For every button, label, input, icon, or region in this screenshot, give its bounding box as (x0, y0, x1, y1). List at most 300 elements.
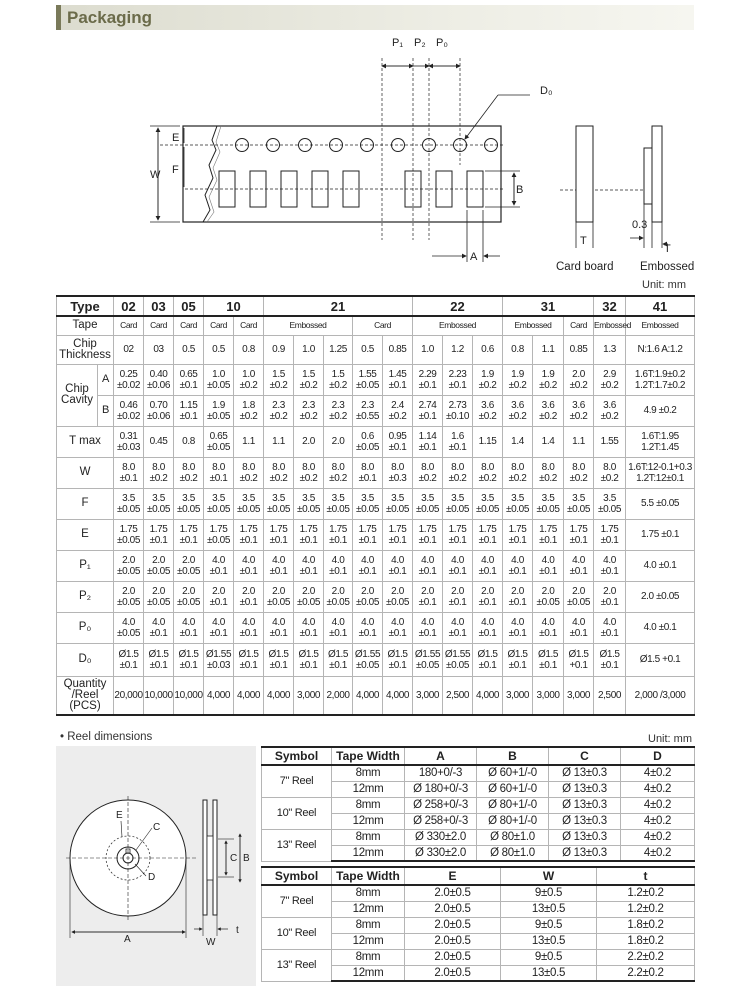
spec-cell: 4.0 ±0.1 (353, 550, 383, 581)
spec-cell: 1.6T:1.95 1.2T:1.45 (626, 426, 695, 457)
reel-cell: 9±0.5 (501, 917, 597, 933)
row-label: Quantity /Reel (PCS) (57, 676, 114, 715)
spec-cell: 4.0 ±0.1 (413, 612, 443, 643)
spec-cell: Ø1.5 ±0.1 (473, 643, 503, 676)
reel-cell: Ø 258+0/-3 (405, 813, 477, 829)
reel-cell: 4±0.2 (621, 781, 695, 797)
spec-cell: Ø1.5 ±0.1 (594, 643, 626, 676)
spec-cell: 4.0 ±0.1 (204, 612, 234, 643)
spec-cell: 0.5 (174, 335, 204, 364)
row-sublabel: B (98, 395, 114, 426)
reel-row (262, 949, 695, 965)
spec-cell: 4.0 ±0.1 (383, 612, 413, 643)
spec-cell: 4.0 ±0.1 (144, 612, 174, 643)
type-label: Type (57, 296, 114, 316)
spec-cell: 1.9 ±0.2 (503, 364, 533, 395)
w-label: W (150, 169, 161, 181)
spec-cell: 3.5 ±0.05 (204, 488, 234, 519)
spec-cell: 1.1 (264, 426, 294, 457)
spec-cell: 1.75 ±0.1 (594, 519, 626, 550)
spec-cell: 4.0 ±0.1 (413, 550, 443, 581)
spec-cell: 1.8 ±0.2 (234, 395, 264, 426)
spec-cell: 1.5 ±0.2 (264, 364, 294, 395)
tape-cell: Card (234, 316, 264, 335)
spec-cell: 1.75 ±0.1 (264, 519, 294, 550)
reel-cell: 12mm (332, 933, 405, 949)
section-title: Packaging (67, 7, 153, 27)
reel-symbol: 13" Reel (262, 949, 332, 981)
spec-cell: 1.75 ±0.1 (413, 519, 443, 550)
spec-cell: 4.0 ±0.1 (564, 612, 594, 643)
spec-cell: 3.5 ±0.05 (174, 488, 204, 519)
spec-cell: 2.0 ±0.05 (114, 550, 144, 581)
spec-cell: 1.5 ±0.2 (294, 364, 324, 395)
spec-cell: 2.29 ±0.1 (413, 364, 443, 395)
reel-cell: 13±0.5 (501, 933, 597, 949)
type-header: 21 (264, 296, 413, 316)
spec-cell: 1.15 ±0.1 (174, 395, 204, 426)
reel-header-row (262, 747, 695, 765)
card-board-t-label: T (580, 235, 587, 247)
spec-cell: 0.8 (503, 335, 533, 364)
reel-t-label: t (236, 925, 239, 936)
spec-cell: 2.0 ±0.1 (234, 581, 264, 612)
spec-row (57, 612, 695, 643)
spec-cell: 2.0 ±0.1 (443, 581, 473, 612)
reel-cell: 4±0.2 (621, 797, 695, 813)
tape-cell: Card (144, 316, 174, 335)
reel-cell: 4±0.2 (621, 845, 695, 861)
spec-cell: 4.0 ±0.1 (264, 612, 294, 643)
spec-cell: 1.75 ±0.1 (324, 519, 353, 550)
reel-header: E (405, 867, 501, 885)
reel-cell: 8mm (332, 829, 405, 845)
row-label: W (57, 457, 114, 488)
reel-row (262, 829, 695, 845)
spec-cell: 0.46 ±0.02 (114, 395, 144, 426)
reel-cell: 180+0/-3 (405, 765, 477, 781)
p0-label: P₀ (436, 37, 448, 49)
spec-cell: 8.0 ±0.1 (204, 457, 234, 488)
spec-cell: 2.3 ±0.2 (294, 395, 324, 426)
type-header: 31 (503, 296, 594, 316)
reel-cell: Ø 180+0/-3 (405, 781, 477, 797)
spec-cell: 3,000 (564, 676, 594, 715)
type-header: 05 (174, 296, 204, 316)
spec-cell: 2.3 ±0.2 (324, 395, 353, 426)
spec-cell: 3.5 ±0.05 (234, 488, 264, 519)
row-label: F (57, 488, 114, 519)
reel-cell: 13±0.5 (501, 901, 597, 917)
reel-cell: Ø 258+0/-3 (405, 797, 477, 813)
spec-cell: 8.0 ±0.2 (594, 457, 626, 488)
spec-cell: 2,000 /3,000 (626, 676, 695, 715)
spec-cell: 4,000 (353, 676, 383, 715)
reel-cell: 8mm (332, 885, 405, 901)
row-label: P₂ (57, 581, 114, 612)
e-label: E (172, 132, 180, 144)
spec-cell: Ø1.5 ±0.1 (144, 643, 174, 676)
reel-cell: 8mm (332, 797, 405, 813)
spec-cell: 1.1 (533, 335, 564, 364)
spec-cell: 1.75 ±0.1 (626, 519, 695, 550)
spec-cell: 1.75 ±0.05 (204, 519, 234, 550)
spec-cell: Ø1.55 ±0.05 (353, 643, 383, 676)
spec-cell: 0.45 (144, 426, 174, 457)
spec-cell: 1.4 (503, 426, 533, 457)
spec-row (57, 426, 695, 457)
spec-cell: 4.0 ±0.1 (443, 612, 473, 643)
reel-symbol: 10" Reel (262, 917, 332, 949)
spec-cell: 0.70 ±0.06 (144, 395, 174, 426)
spec-cell: 4.0 ±0.1 (473, 550, 503, 581)
spec-cell: 4.0 ±0.1 (503, 612, 533, 643)
reel-cell: Ø 80+1/-0 (477, 797, 549, 813)
reel-symbol: 7" Reel (262, 765, 332, 797)
reel-cell: 4±0.2 (621, 765, 695, 781)
spec-cell: 2.23 ±0.1 (443, 364, 473, 395)
reel-cell: 1.8±0.2 (597, 933, 695, 949)
spec-cell: 4,000 (204, 676, 234, 715)
tape-cell: Embossed (413, 316, 503, 335)
reel-symbol: 7" Reel (262, 885, 332, 917)
spec-cell: 4.0 ±0.1 (473, 612, 503, 643)
reel-cell: 2.2±0.2 (597, 965, 695, 981)
spec-cell: Ø1.5 ±0.1 (174, 643, 204, 676)
row-label: P₀ (57, 612, 114, 643)
reel-cell: Ø 330±2.0 (405, 829, 477, 845)
reel-cell: 8mm (332, 949, 405, 965)
section-header (56, 5, 694, 30)
spec-cell: 1.5 ±0.2 (324, 364, 353, 395)
row-sublabel: A (98, 364, 114, 395)
reel-cell: 1.8±0.2 (597, 917, 695, 933)
spec-cell: 4,000 (234, 676, 264, 715)
spec-row (57, 519, 695, 550)
spec-cell: 1.75 ±0.1 (383, 519, 413, 550)
p2-label: P₂ (414, 37, 426, 49)
reel-table-dimensions (261, 746, 695, 862)
tape-cell: Card (204, 316, 234, 335)
spec-cell: 0.8 (234, 335, 264, 364)
reel-side-view (203, 800, 207, 915)
reel-cell: Ø 60+1/-0 (477, 765, 549, 781)
p1-label: P₁ (392, 37, 404, 49)
diagram-unit: Unit: mm (642, 279, 686, 291)
spec-cell: 1.75 ±0.1 (443, 519, 473, 550)
spec-cell: 1.3 (594, 335, 626, 364)
spec-cell: 1.45 ±0.1 (383, 364, 413, 395)
spec-cell: 2.0 ±0.05 (383, 581, 413, 612)
spec-cell: 1.0 (294, 335, 324, 364)
spec-cell: 20,000 (114, 676, 144, 715)
card-board-side-view (576, 126, 593, 222)
spec-cell: Ø1.55 ±0.05 (413, 643, 443, 676)
spec-cell: 4.0 ±0.1 (353, 612, 383, 643)
reel-figure (56, 746, 256, 986)
spec-cell: 4.0 ±0.1 (594, 550, 626, 581)
reel-dimensions-title: • Reel dimensions (60, 731, 153, 743)
spec-cell: 1.75 ±0.1 (503, 519, 533, 550)
spec-row (57, 550, 695, 581)
spec-cell: 5.5 ±0.05 (626, 488, 695, 519)
packaging-spec-table (56, 295, 695, 716)
f-label: F (172, 164, 179, 176)
spec-cell: 3.6 ±0.2 (503, 395, 533, 426)
reel-cell: 9±0.5 (501, 949, 597, 965)
spec-cell: 2.0 ±0.05 (174, 550, 204, 581)
spec-cell: 1.75 ±0.1 (174, 519, 204, 550)
spec-cell: 4.0 ±0.1 (564, 550, 594, 581)
spec-cell: 4.0 ±0.1 (294, 550, 324, 581)
reel-c-label: C (153, 822, 161, 833)
spec-cell: 4.0 ±0.1 (294, 612, 324, 643)
spec-cell: 1.9 ±0.2 (533, 364, 564, 395)
reel-cell: Ø 80±1.0 (477, 845, 549, 861)
type-header: 10 (204, 296, 264, 316)
spec-cell: 0.31 ±0.03 (114, 426, 144, 457)
reel-header: Symbol (262, 867, 332, 885)
spec-cell: 2.0 ±0.05 (114, 581, 144, 612)
spec-cell: 4,000 (383, 676, 413, 715)
spec-cell: 3,000 (294, 676, 324, 715)
row-label: E (57, 519, 114, 550)
reel-cell: 12mm (332, 845, 405, 861)
spec-cell: 3.6 ±0.2 (473, 395, 503, 426)
spec-row (57, 581, 695, 612)
spec-cell: 1.6T:1.9±0.2 1.2T:1.7±0.2 (626, 364, 695, 395)
spec-cell: 0.85 (564, 335, 594, 364)
spec-cell: Ø1.5 ±0.1 (114, 643, 144, 676)
reel-cell: Ø 330±2.0 (405, 845, 477, 861)
tape-cell: Card (564, 316, 594, 335)
reel-cell: 2.0±0.5 (405, 917, 501, 933)
spec-cell: 2.0 ±0.1 (594, 581, 626, 612)
spec-cell: 3.5 ±0.05 (294, 488, 324, 519)
reel-cell: Ø 13±0.3 (549, 797, 621, 813)
spec-cell: 03 (144, 335, 174, 364)
spec-cell: Ø1.5 ±0.1 (264, 643, 294, 676)
spec-cell: Ø1.5 ±0.1 (234, 643, 264, 676)
spec-cell: 1.75 ±0.1 (564, 519, 594, 550)
spec-cell: 8.0 ±0.2 (294, 457, 324, 488)
type-row (57, 296, 695, 316)
reel-row (262, 765, 695, 781)
reel-drawing (56, 746, 256, 986)
spec-cell: 3.5 ±0.05 (473, 488, 503, 519)
spec-cell: 1.75 ±0.1 (294, 519, 324, 550)
reel-header: Tape Width (332, 747, 405, 765)
spec-cell: 1.6 ±0.1 (443, 426, 473, 457)
reel-symbol: 13" Reel (262, 829, 332, 861)
embossed-t-label: T (664, 243, 671, 255)
tape-cell: Card (114, 316, 144, 335)
reel-cell: 9±0.5 (501, 885, 597, 901)
reel-cell: 12mm (332, 901, 405, 917)
spec-cell: 8.0 ±0.2 (174, 457, 204, 488)
spec-cell: 8.0 ±0.2 (324, 457, 353, 488)
row-label: Chip Cavity (57, 364, 98, 426)
reel-cell: Ø 13±0.3 (549, 829, 621, 845)
reel-header-row (262, 867, 695, 885)
reel-table-thickness (261, 866, 695, 982)
spec-cell: 0.8 (174, 426, 204, 457)
reel-b-label: B (243, 853, 250, 864)
reel-row (262, 917, 695, 933)
spec-cell: 1.75 ±0.1 (144, 519, 174, 550)
type-header: 32 (594, 296, 626, 316)
tape-diagram (0, 30, 750, 292)
spec-cell: 4.0 ±0.1 (264, 550, 294, 581)
spec-cell: 1.1 (564, 426, 594, 457)
spec-cell: 3.5 ±0.05 (443, 488, 473, 519)
spec-cell: 3,000 (533, 676, 564, 715)
spec-cell: 3.5 ±0.05 (533, 488, 564, 519)
spec-row (57, 676, 695, 715)
reel-cell: 2.0±0.5 (405, 933, 501, 949)
tape-cell: Embossed (594, 316, 626, 335)
spec-cell: 0.65 ±0.05 (204, 426, 234, 457)
spec-cell: 8.0 ±0.2 (503, 457, 533, 488)
spec-cell: 3.5 ±0.05 (353, 488, 383, 519)
spec-cell: 0.95 ±0.1 (383, 426, 413, 457)
tape-cell: Embossed (503, 316, 564, 335)
reel-cell: 12mm (332, 781, 405, 797)
spec-cell: 8.0 ±0.1 (114, 457, 144, 488)
spec-cell: 2.4 ±0.2 (383, 395, 413, 426)
type-header: 41 (626, 296, 695, 316)
spec-cell: 2.0 (294, 426, 324, 457)
reel-cell: 1.2±0.2 (597, 901, 695, 917)
spec-cell: Ø1.5 ±0.1 (503, 643, 533, 676)
spec-cell: 2.3 ±0.2 (264, 395, 294, 426)
reel-header: C (549, 747, 621, 765)
spec-cell: 4,000 (264, 676, 294, 715)
spec-cell: 3.6 ±0.2 (564, 395, 594, 426)
spec-cell: 02 (114, 335, 144, 364)
reel-cell: Ø 13±0.3 (549, 845, 621, 861)
tape-cell: Card (174, 316, 204, 335)
spec-cell: 1.75 ±0.1 (533, 519, 564, 550)
spec-cell: 4.0 ±0.1 (503, 550, 533, 581)
reel-cell: 13±0.5 (501, 965, 597, 981)
spec-row (57, 364, 695, 395)
spec-cell: 2.0 ±0.1 (473, 581, 503, 612)
spec-cell: 2.0 ±0.05 (564, 581, 594, 612)
spec-cell: 2.0 ±0.05 (174, 581, 204, 612)
spec-cell: 0.40 ±0.06 (144, 364, 174, 395)
reel-header: W (501, 867, 597, 885)
spec-cell: 4.9 ±0.2 (626, 395, 695, 426)
spec-cell: 4.0 ±0.1 (324, 550, 353, 581)
spec-cell: 2.0 ±0.05 (533, 581, 564, 612)
reel-a-label: A (124, 934, 131, 945)
spec-cell: 0.6 ±0.05 (353, 426, 383, 457)
reel-header: t (597, 867, 695, 885)
spec-cell: 2.0 ±0.1 (204, 581, 234, 612)
spec-cell: 10,000 (144, 676, 174, 715)
reel-header: A (405, 747, 477, 765)
spec-cell: 1.15 (473, 426, 503, 457)
spec-cell: 10,000 (174, 676, 204, 715)
tape-row (57, 316, 695, 335)
spec-cell: Ø1.5 +0.1 (626, 643, 695, 676)
spec-cell: 8.0 ±0.2 (443, 457, 473, 488)
reel-cell: 2.0±0.5 (405, 885, 501, 901)
spec-cell: 8.0 ±0.2 (413, 457, 443, 488)
spec-cell: 2.0 ±0.05 (144, 550, 174, 581)
spec-cell: Ø1.5 ±0.1 (324, 643, 353, 676)
spec-cell: 1.1 (234, 426, 264, 457)
spec-cell: 1.55 (594, 426, 626, 457)
spec-cell: 2.3 ±0.55 (353, 395, 383, 426)
spec-cell: 8.0 ±0.2 (533, 457, 564, 488)
spec-cell: 4.0 ±0.1 (626, 612, 695, 643)
reel-cell: 1.2±0.2 (597, 885, 695, 901)
spec-cell: 4.0 ±0.1 (234, 550, 264, 581)
row-label: T max (57, 426, 114, 457)
spec-cell: 4.0 ±0.1 (383, 550, 413, 581)
reel-header: D (621, 747, 695, 765)
spec-cell: 2.0 ±0.1 (413, 581, 443, 612)
spec-cell: 2.73 ±0.10 (443, 395, 473, 426)
spec-cell: 1.9 ±0.05 (204, 395, 234, 426)
reel-cell: Ø 80±1.0 (477, 829, 549, 845)
spec-row (57, 643, 695, 676)
reel-cell: Ø 13±0.3 (549, 813, 621, 829)
reel-cell: 4±0.2 (621, 813, 695, 829)
reel-header: Symbol (262, 747, 332, 765)
reel-cell: 8mm (332, 917, 405, 933)
spec-cell: 4.0 ±0.1 (324, 612, 353, 643)
spec-cell: 8.0 ±0.1 (353, 457, 383, 488)
spec-cell: 1.25 (324, 335, 353, 364)
spec-cell: 8.0 ±0.2 (564, 457, 594, 488)
reel-cell: 2.0±0.5 (405, 901, 501, 917)
spec-cell: 8.0 ±0.2 (234, 457, 264, 488)
spec-cell: 3,000 (503, 676, 533, 715)
spec-cell: 4.0 ±0.1 (533, 612, 564, 643)
spec-cell: N:1.6 A:1.2 (626, 335, 695, 364)
spec-cell: 4.0 ±0.1 (174, 612, 204, 643)
spec-cell: 1.0 ±0.2 (234, 364, 264, 395)
reel-c2-label: C (230, 853, 238, 864)
spec-cell: 2,500 (594, 676, 626, 715)
tape-cell: Embossed (264, 316, 353, 335)
reel-cell: 8mm (332, 765, 405, 781)
spec-cell: 1.14 ±0.1 (413, 426, 443, 457)
spec-cell: 1.0 ±0.05 (204, 364, 234, 395)
thickness-label: 0.3 (632, 219, 648, 231)
d0-label: D₀ (540, 85, 553, 97)
spec-cell: 4.0 ±0.1 (204, 550, 234, 581)
spec-cell: 8.0 ±0.2 (264, 457, 294, 488)
reel-cell: 2.0±0.5 (405, 949, 501, 965)
reel-header: Tape Width (332, 867, 405, 885)
spec-cell: Ø1.5 ±0.1 (533, 643, 564, 676)
spec-row (57, 457, 695, 488)
spec-cell: 2.0 ±0.05 (324, 581, 353, 612)
reel-row (262, 797, 695, 813)
spec-cell: 1.55 ±0.05 (353, 364, 383, 395)
spec-cell: 1.2 (443, 335, 473, 364)
spec-cell: Ø1.55 ±0.05 (443, 643, 473, 676)
spec-cell: Ø1.55 ±0.03 (204, 643, 234, 676)
reel-e-label: E (116, 810, 123, 821)
spec-cell: 2.9 ±0.2 (594, 364, 626, 395)
spec-cell: 8.0 ±0.2 (144, 457, 174, 488)
spec-cell: 2.0 ±0.2 (564, 364, 594, 395)
